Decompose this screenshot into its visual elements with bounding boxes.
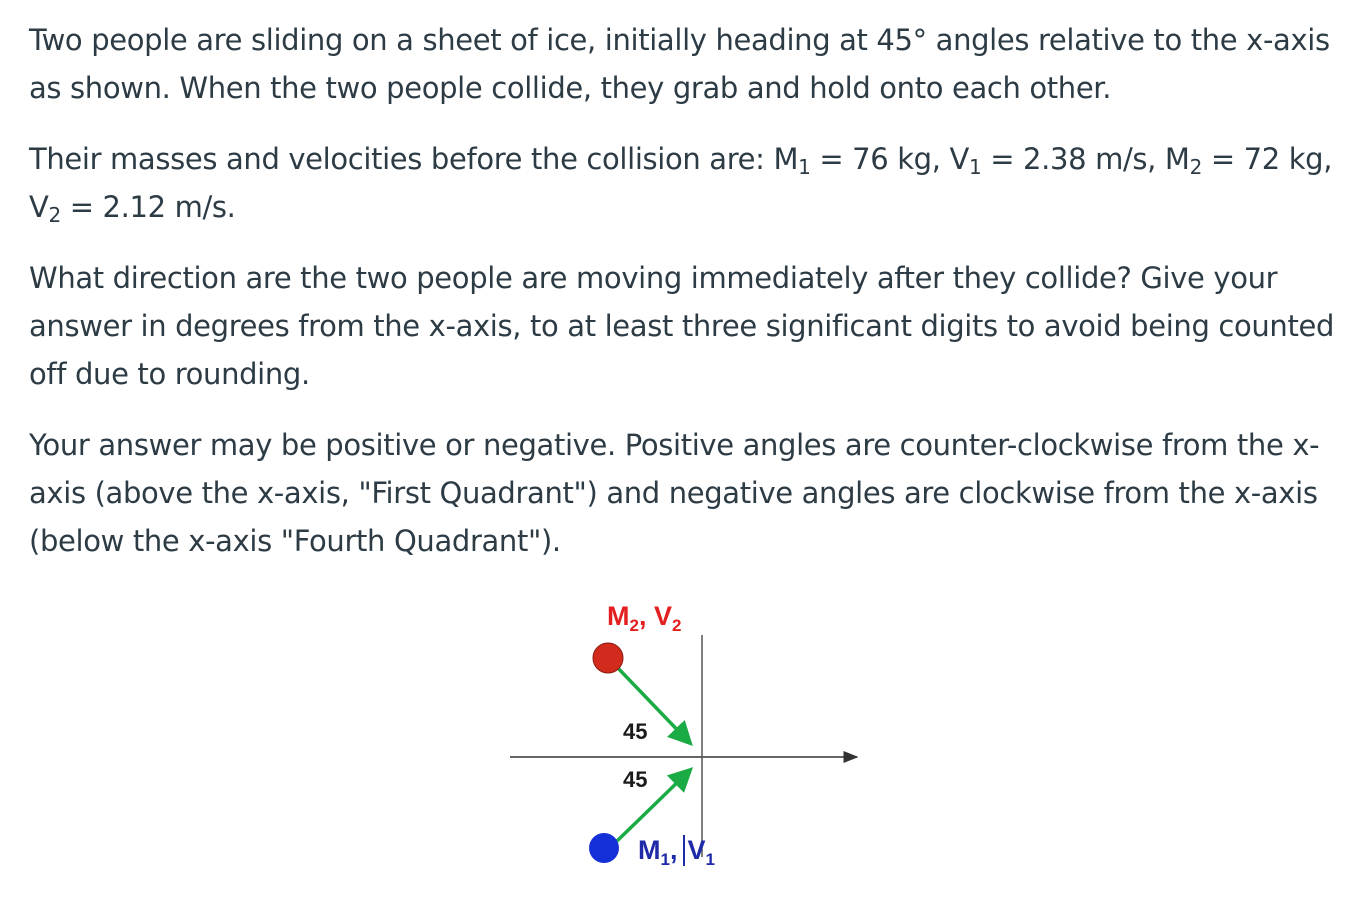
values-paragraph <box>29 135 1354 231</box>
v2-value: = 2.12 m/s. <box>60 190 236 224</box>
m2-subscript: 2 <box>1189 155 1202 179</box>
intro-paragraph: Two people are sliding on a sheet of ice, initially heading at 45° angles relative to the x-axis as shown. When the two people collide, they grab and hold onto each other. <box>29 23 1330 105</box>
v2-label-sub: 2 <box>672 616 682 635</box>
m2-symbol: M <box>1164 142 1190 176</box>
v1-label-v <box>683 835 715 869</box>
m2-label-m: M <box>607 601 630 631</box>
v1-value: = 2.38 m/s, <box>981 142 1165 176</box>
m2-label-sep: , <box>638 601 654 631</box>
m1-v1-label <box>638 835 715 869</box>
m1-subscript: 1 <box>798 155 811 179</box>
question-paragraph: What direction are the two people are moving immediately after they collide? Give your answer in degrees from the x-axis, to at least three significant digits to avoid being counted off due to rounding. <box>29 261 1335 391</box>
m2-label-sub: 2 <box>629 616 639 635</box>
m1-label-sep: , <box>669 835 678 865</box>
person-2-dot <box>593 643 623 673</box>
person-1-dot <box>589 833 619 863</box>
angle-label-upper: 45 <box>623 719 648 744</box>
v2-subscript: 2 <box>48 203 61 227</box>
v2-label-v: V <box>653 601 672 631</box>
m1-label-sub: 1 <box>660 850 670 869</box>
m1-label-m: M <box>638 835 661 865</box>
sign-convention-paragraph: Your answer may be positive or negative. Positive angles are counter-clockwise from the x-axis (above the x-axis, "First Quadrant") and negative angles are clockwise from the x-axis (below the x-axis "Fourth Quadrant"). <box>29 428 1320 558</box>
v1-label-letter: V <box>687 835 706 865</box>
v2-symbol: V <box>29 190 49 224</box>
m1-symbol: M <box>773 142 799 176</box>
angle-label-lower: 45 <box>623 767 648 792</box>
collision-diagram <box>505 595 865 885</box>
m1-value: = 76 kg, <box>810 142 950 176</box>
v1-label-sub: 1 <box>705 850 715 869</box>
m2-v2-label <box>607 601 682 635</box>
m2-value: = 72 kg, <box>1201 142 1333 176</box>
v1-symbol: V <box>949 142 969 176</box>
v1-subscript: 1 <box>968 155 982 179</box>
values-lead: Their masses and velocities before the collision are: <box>29 142 774 176</box>
question-body <box>29 16 1354 565</box>
